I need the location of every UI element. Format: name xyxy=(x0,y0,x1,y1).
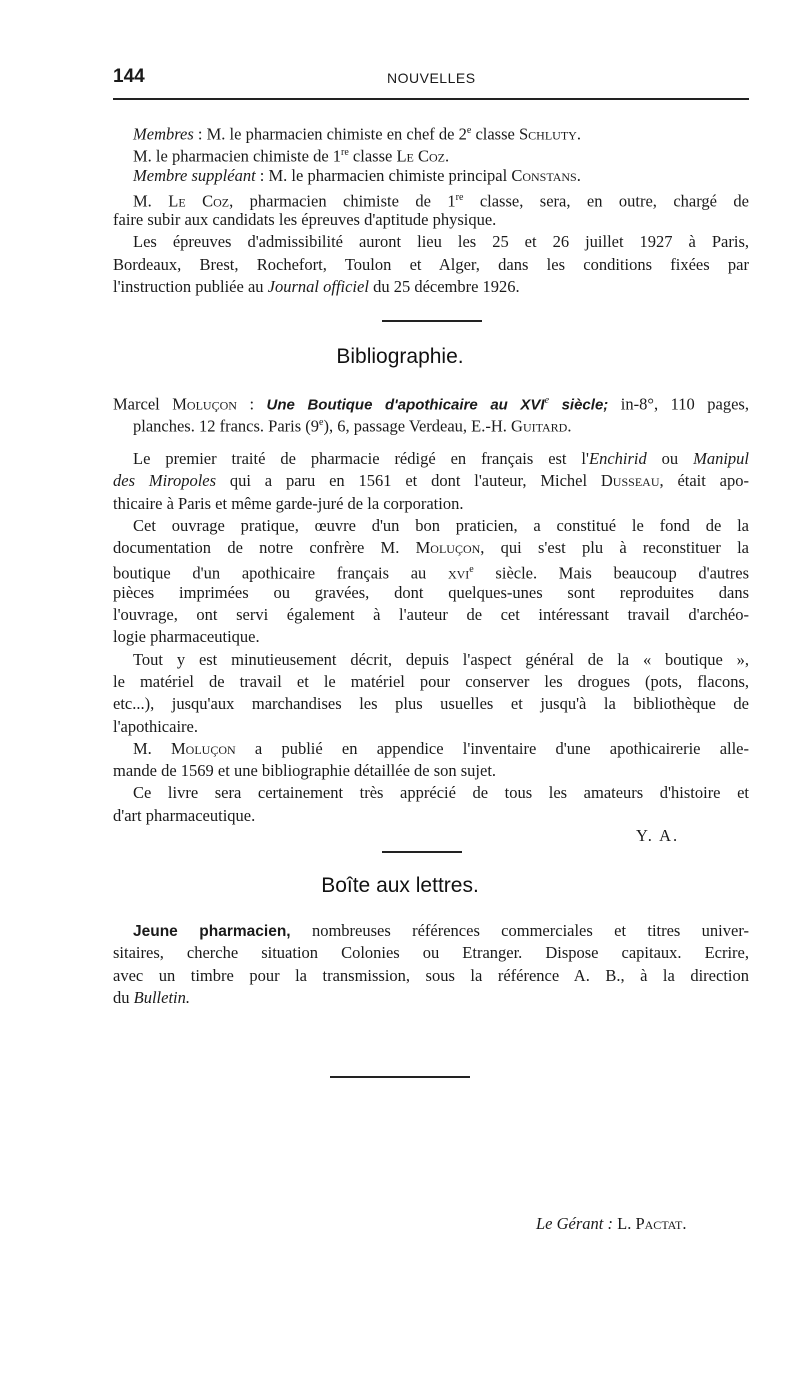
epreuves-line2: Bordeaux, Brest, Rochefort, Toulon et Alger, dans les conditions fixées par xyxy=(113,254,749,274)
p5-line2: d'art pharmaceutique. xyxy=(113,805,256,825)
boite-section xyxy=(113,920,749,1009)
epreuves-line1: Les épreuves d'admissibilité auront lieu les 25 et 26 juillet 1927 à Paris, xyxy=(133,232,749,252)
p3-line3: etc...), jusqu'aux marchandises les plus usuelles et jusqu'à la bibliothèque de xyxy=(113,694,749,714)
p2-line1: Cet ouvrage pratique, œuvre d'un bon praticien, a constitué le fond de la xyxy=(133,515,749,535)
p2-line4: pièces imprimées ou gravées, dont quelques-unes sont reproduites dans xyxy=(113,582,749,602)
boite-title: Boîte aux lettres. xyxy=(321,874,479,897)
jury-coz-charge-line2: faire subir aux candidats les épreuves d'aptitude physique. xyxy=(113,210,497,230)
epreuves-line3: l'instruction publiée au Journal officiel du 25 décembre 1926. xyxy=(113,277,520,297)
p5-line1: Ce livre sera certainement très apprécié de tous les amateurs d'histoire et xyxy=(133,783,749,803)
page-number: 144 xyxy=(113,66,145,87)
running-head: NOUVELLES xyxy=(387,70,476,86)
p4-line1: M. Moluçon a publié en appendice l'inventaire d'une apothicairerie alle- xyxy=(133,738,750,758)
bibliographie-section xyxy=(113,390,749,435)
page-header xyxy=(113,66,749,100)
boite-line4: du Bulletin. xyxy=(113,987,190,1007)
bibliographie-reference-line1: Marcel Moluçon : Une Boutique d'apothicaire au XVIe siècle; in-8°, 110 pages, xyxy=(113,394,749,414)
gerant-signature: Le Gérant : L. Pactat. xyxy=(536,1214,687,1233)
end-rule xyxy=(330,1076,470,1078)
jury-section xyxy=(113,120,749,298)
boite-line3: avec un timbre pour la transmission, sous la référence A. B., à la direction xyxy=(113,965,749,985)
jury-coz-charge-line: M. Le Coz, pharmacien chimiste de 1re classe, sera, en outre, chargé de xyxy=(133,191,750,211)
p3-line2: le matériel de travail et le matériel pour conserver les drogues (pots, flacons, xyxy=(113,671,749,691)
p3-line1: Tout y est minutieusement décrit, depuis l'aspect général de la « boutique », xyxy=(133,649,749,669)
section-divider xyxy=(382,320,482,322)
section-divider xyxy=(382,851,462,853)
p2-line2: documentation de notre confrère M. Moluçon, qui s'est plu à reconstituer la xyxy=(113,538,749,558)
jury-suppleant-line: Membre suppléant : M. le pharmacien chimiste principal Constans. xyxy=(133,165,581,185)
boite-line2: sitaires, cherche situation Colonies ou Etranger. Dispose capitaux. Ecrire, xyxy=(113,943,749,963)
p2-line3: boutique d'un apothicaire français au xvi$^e$ siècle. Mais beaucoup d'autres xyxy=(113,563,750,583)
boite-line1: Jeune pharmacien, nombreuses références commerciales et titres univer- xyxy=(133,921,749,940)
jury-le-coz-line: M. le pharmacien chimiste de 1re classe Le Coz. xyxy=(133,146,450,166)
bibliographie-signature: Y. A. xyxy=(636,826,680,845)
bibliographie-title: Bibliographie. xyxy=(336,345,464,368)
p1-line2: des Miropoles qui a paru en 1561 et dont l'auteur, Michel Dusseau, était apo- xyxy=(113,471,749,491)
p2-line6: logie pharmaceutique. xyxy=(113,627,260,647)
header-rule xyxy=(113,98,749,100)
p1-line3: thicaire à Paris et même garde-juré de la corporation. xyxy=(113,493,464,513)
p4-line2: mande de 1569 et une bibliographie détaillée de son sujet. xyxy=(113,761,497,781)
p1-line1: Le premier traité de pharmacie rédigé en français est l'Enchirid ou Manipul xyxy=(133,449,749,468)
bibliographie-reference-line2: planches. 12 francs. Paris (9e), 6, passage Verdeau, E.-H. Guitard. xyxy=(133,416,572,436)
p3-line4: l'apothicaire. xyxy=(113,716,198,736)
jury-membres-line: Membres : M. le pharmacien chimiste en chef de 2e classe Schluty. xyxy=(133,124,581,144)
bibliographie-body xyxy=(113,448,749,827)
p2-line5: l'ouvrage, ont servi également à l'auteur de cet intéressant travail d'archéo- xyxy=(113,605,749,625)
